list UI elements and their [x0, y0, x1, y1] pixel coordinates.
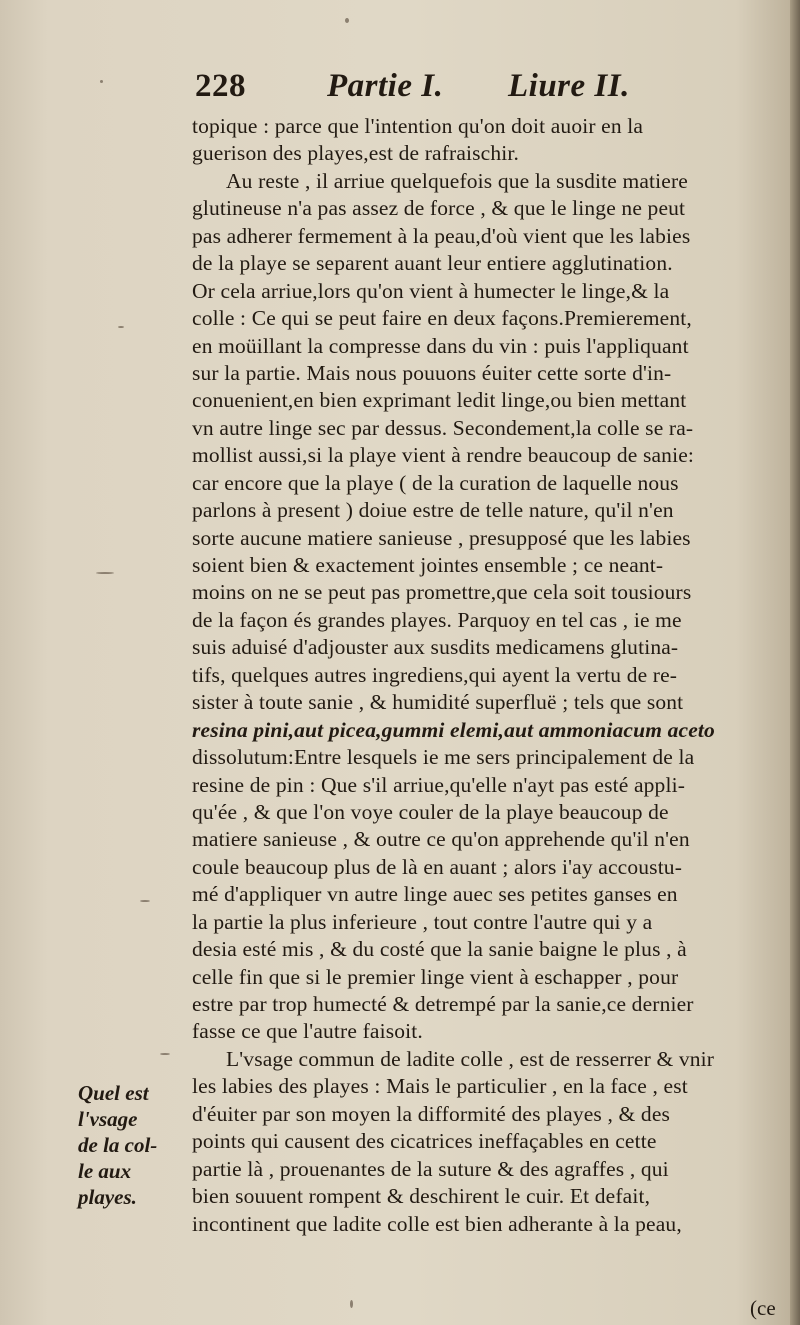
text-line: parlons à present ) doiue estre de telle nature, qu'il n'en [192, 498, 674, 523]
text-line: desia esté mis , & du costé que la sanie baigne le plus , à [192, 937, 687, 962]
text-line: en moüillant la compresse dans du vin : puis l'appliquant [192, 333, 689, 358]
paper-speck [140, 900, 150, 902]
text-line: resine de pin : Que s'il arriue,qu'elle n'ayt pas esté appli- [192, 772, 686, 797]
margin-note-line: Quel est [78, 1081, 149, 1105]
header-part: Partie I. [327, 68, 444, 104]
text-line: suis aduisé d'adjouster aux susdits medicamens glutina- [192, 635, 679, 660]
text-line: conuenient,en bien exprimant ledit linge,ou bien mettant [192, 388, 687, 413]
text-line: partie là , prouenantes de la suture & des agraffes , qui [192, 1156, 669, 1181]
paper-speck [118, 326, 124, 328]
text-line: colle : Ce qui se peut faire en deux façons.Premierement, [192, 306, 692, 331]
text-line: fasse ce que l'autre faisoit. [192, 1019, 423, 1044]
text-line: pas adherer fermement à la peau,d'où vient que les labies [192, 223, 691, 248]
text-line: L'vsage commun de ladite colle , est de resserrer & vnir [226, 1046, 715, 1071]
text-line: bien souuent rompent & deschirent le cuir. Et defait, [192, 1184, 651, 1209]
text-line: mé d'appliquer vn autre linge auec ses petites ganses en [192, 882, 678, 907]
text-line: glutineuse n'a pas assez de force , & que le linge ne peut [192, 196, 686, 221]
text-line: estre par trop humecté & detrempé par la sanie,ce dernier [192, 992, 694, 1016]
text-line: Au reste , il arriue quelquefois que la susdite matiere [226, 168, 688, 193]
text-line: resina pini,aut picea,gummi elemi,aut ammoniacum aceto [192, 717, 715, 742]
text-line: guerison des playes,est de rafraischir. [192, 141, 520, 166]
text-line: Or cela arriue,lors qu'on vient à humecter le linge,& la [192, 278, 670, 303]
margin-note-line: le aux [78, 1159, 132, 1183]
text-line: matiere sanieuse , & outre ce qu'on apprehende qu'il n'en [192, 827, 690, 852]
text-line: points qui causent des cicatrices ineffaçables en cette [192, 1129, 657, 1154]
text-line: sur la partie. Mais nous pouuons éuiter cette sorte d'in- [192, 360, 672, 385]
paper-speck [96, 572, 114, 574]
text-line: sorte aucune matiere sanieuse , presupposé que les labies [192, 525, 691, 550]
paper-speck [345, 18, 349, 23]
margin-note-line: l'vsage [78, 1107, 138, 1131]
text-line: coule beaucoup plus de là en auant ; alors i'ay accoustu- [192, 854, 683, 879]
paper-speck [160, 1053, 170, 1055]
page-number: 228 [195, 68, 246, 104]
header-livre: Liure II. [508, 68, 630, 104]
text-line: incontinent que ladite colle est bien adherante à la peau, [192, 1211, 682, 1236]
paper-speck [100, 80, 103, 83]
catchword: (ce [750, 1296, 776, 1320]
text-line: vn autre linge sec par dessus. Secondement,la colle se ra- [192, 415, 694, 440]
text-line: les labies des playes : Mais le particulier , en la face , est [192, 1074, 688, 1099]
text-line: dissolutum:Entre lesquels ie me sers principalement de la [192, 745, 695, 770]
text-line: mollist aussi,si la playe vient à rendre beaucoup de sanie: [192, 443, 695, 468]
text-line: d'éuiter par son moyen la difformité des playes , & des [192, 1101, 671, 1126]
margin-note-line: de la col- [78, 1133, 158, 1157]
text-line: soient bien & exactement jointes ensemble ; ce neant- [192, 553, 664, 577]
text-line: car encore que la playe ( de la curation de laquelle nous [192, 470, 679, 495]
text-line: de la playe se separent auant leur entiere agglutination. [192, 251, 673, 276]
margin-note [78, 1080, 178, 1210]
text-line: topique : parce que l'intention qu'on doit auoir en la [192, 114, 644, 138]
text-line: sister à toute sanie , & humidité superfluë ; tels que sont [192, 690, 684, 715]
text-line: de la façon és grandes playes. Parquoy en tel cas , ie me [192, 607, 682, 632]
text-line: celle fin que si le premier linge vient à eschapper , pour [192, 964, 679, 989]
text-line: tifs, quelques autres ingrediens,qui ayent la vertu de re- [192, 662, 678, 687]
text-line: qu'ée , & que l'on voye couler de la playe beaucoup de [192, 799, 669, 824]
margin-note-line: playes. [78, 1185, 137, 1209]
body-text [192, 113, 792, 1238]
running-header [195, 66, 675, 110]
paper-speck [350, 1300, 353, 1308]
text-line: moins on ne se peut pas promettre,que cela soit tousiours [192, 580, 692, 605]
text-line: la partie la plus inferieure , tout contre l'autre qui y a [192, 909, 653, 934]
